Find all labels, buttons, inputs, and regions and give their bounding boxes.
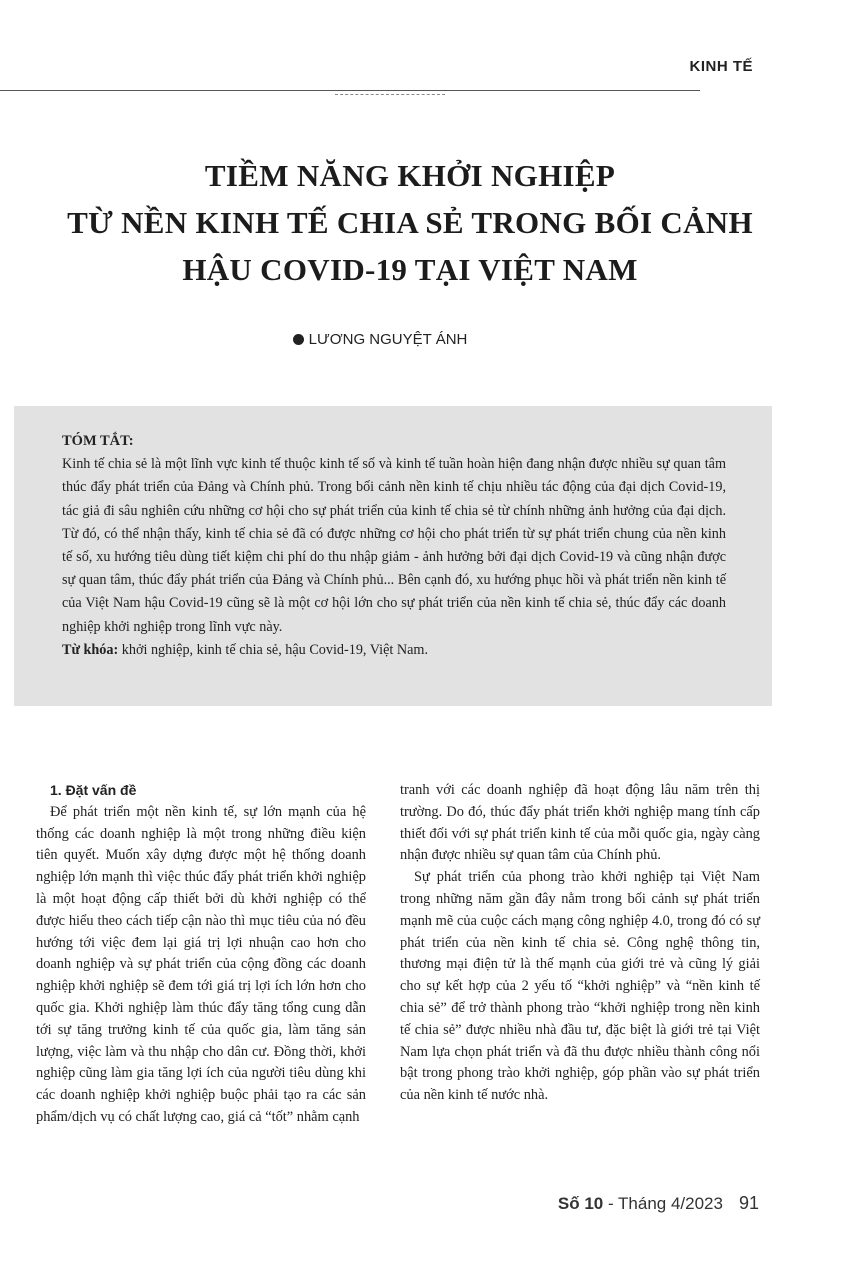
title-line-1: TIỀM NĂNG KHỞI NGHIỆP <box>204 158 616 193</box>
title-line-3: HẬU COVID-19 TẠI VIỆT NAM <box>182 252 638 287</box>
author-name: LƯƠNG NGUYỆT ÁNH <box>308 331 468 348</box>
right-paragraph-1: tranh với các doanh nghiệp đã hoạt động lâu năm trên thị trường. Do đó, thúc đẩy phát triển khởi nghiệp mang tính cấp thiết đối với sự phát triển kinh tế của mỗi quốc gia, ngày càng nhận được nhiều sự quan tâm của Chính phủ. <box>400 782 760 864</box>
header-dash-ornament <box>335 94 445 95</box>
left-paragraph: Để phát triển một nền kinh tế, sự lớn mạnh của hệ thống các doanh nghiệp là một trong những điều kiện tiên quyết. Muốn xây dựng được một hệ thống doanh nghiệp lớn mạnh thì việc thúc đẩy phát triển khởi nghiệp là một hoạt động cấp thiết bởi dù khởi nghiệp có thể được hiểu theo cách tiếp cận nào thì mục tiêu của nó đều hướng tới việc đem lại giá trị lợi nhuận cao hơn cho doanh nghiệp và sự phát triển của cộng đồng các doanh nghiệp khởi nghiệp sẽ đem tới giá trị lợi ích lớn hơn cho quốc gia. Khởi nghiệp làm thúc đẩy tăng tổng cung dẫn tới sự tăng trưởng kinh tế của quốc gia, làm tăng sản lượng, việc làm và thu nhập cho dân cư. Đồng thời, khởi nghiệp cũng làm gia tăng lợi ích của người tiêu dùng khi các doanh nghiệp khởi nghiệp buộc phải tạo ra các sản phẩm/dịch vụ có chất lượng cao, giá cả “tốt” nhằm cạnh <box>36 803 366 1125</box>
issue-date: - Tháng 4/2023 <box>603 1194 723 1213</box>
page-number: 91 <box>738 1193 759 1213</box>
page-footer <box>558 1193 759 1214</box>
article-title <box>0 152 820 293</box>
keywords-text: khởi nghiệp, kinh tế chia sẻ, hậu Covid-19, Việt Nam. <box>118 641 429 658</box>
keywords <box>62 639 726 662</box>
issue-number: Số 10 <box>557 1194 604 1213</box>
header-rule <box>0 90 700 91</box>
abstract-body: Kinh tế chia sẻ là một lĩnh vực kinh tế thuộc kinh tế số và kinh tế tuần hoàn hiện đang nhận được nhiều sự quan tâm thúc đẩy phát triển của Đảng và Chính phủ. Trong bối cảnh nền kinh tế chịu nhiều tác động của đại dịch Covid-19, tác giả đi sâu nghiên cứu những cơ hội cho sự phát triển của kinh tế chia sẻ từ chính những ảnh hưởng của đại dịch. Từ đó, có thể nhận thấy, kinh tế chia sẻ đã có được những cơ hội cho phát triển từ sự phát triển chung của nền kinh tế số, xu hướng tiêu dùng tiết kiệm chi phí do thu nhập giảm - ảnh hưởng bởi đại dịch Covid-19 và cũng nhận được sự quan tâm, thúc đẩy phát triển của Đảng và Chính phủ... Bên cạnh đó, xu hướng phục hồi và phát triển nền kinh tế của Việt Nam hậu Covid-19 cũng sẽ là một cơ hội lớn cho sự phát triển của nền kinh tế chia sẻ, thúc đẩy các doanh nghiệp khởi nghiệp trong lĩnh vực này. <box>62 456 726 635</box>
right-column <box>400 780 760 1107</box>
section-label: KINH TẾ <box>689 58 753 75</box>
author-line <box>0 331 760 348</box>
abstract-heading: TÓM TẮT: <box>62 433 134 449</box>
left-column <box>36 780 366 1129</box>
section-heading: 1. Đặt vấn đề <box>50 782 137 798</box>
right-paragraph-2: Sự phát triển của phong trào khởi nghiệp tại Việt Nam trong những năm gần đây nằm trong bối cảnh sự phát triển mạnh mẽ của cuộc cách mạng công nghiệp 4.0, trong đó có sự phát triển của nền kinh tế chia sẻ. Công nghệ thông tin, thương mại điện tử là thế mạnh của giới trẻ và cũng lý giải cho sự kết hợp của 2 yếu tố “khởi nghiệp” và “nền kinh tế chia sẻ” để trở thành phong trào “khởi nghiệp trong nền kinh tế chia sẻ” được nhiều nhà đầu tư, đặc biệt là giới trẻ tại Việt Nam lựa chọn phát triển và đã thu được nhiều thành công nổi bật trong phong trào khởi nghiệp, góp phần vào sự phát triển của nền kinh tế nước nhà. <box>400 869 760 1104</box>
title-line-2: TỪ NỀN KINH TẾ CHIA SẺ TRONG BỐI CẢNH <box>67 205 753 240</box>
bullet-icon <box>293 334 304 345</box>
keywords-label: Từ khóa: <box>62 641 119 658</box>
abstract <box>62 430 726 662</box>
